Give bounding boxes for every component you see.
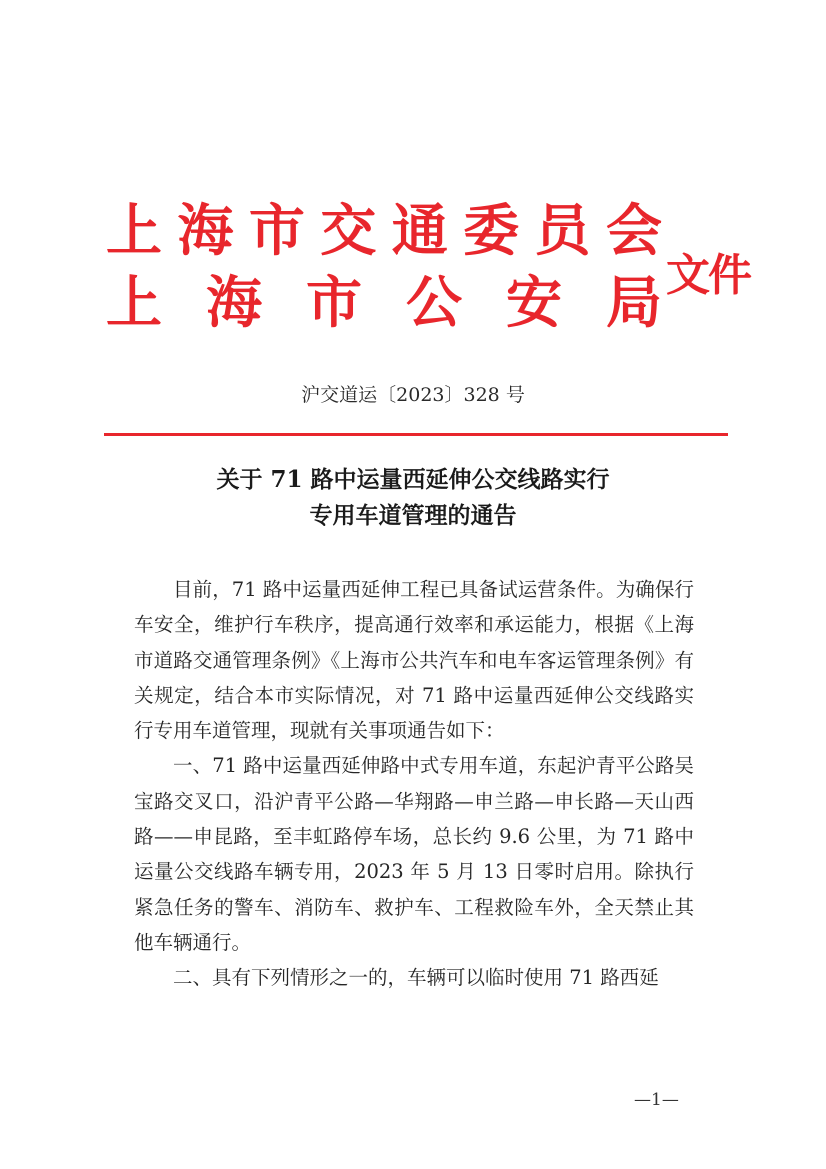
document-title [0, 462, 826, 534]
issuer-char: 海 [206, 271, 262, 336]
document-type-label: 文件 [666, 250, 750, 301]
issuer-char: 员 [534, 199, 591, 264]
issuer-char: 市 [248, 199, 305, 264]
page-number: —1— [634, 1090, 679, 1110]
issuer-char: 安 [506, 271, 562, 336]
issuing-agencies [104, 196, 664, 340]
title-line-2: 专用车道管理的通告 [309, 502, 517, 529]
issuer-public-security-bureau [104, 268, 664, 340]
body-paragraph: 一、71 路中运量西延伸路中式专用车道，东起沪青平公路吴宝路交叉口，沿沪青平公路—华翔路—申兰路—申长路—天山西路——申昆路，至丰虹路停车场，总长约 9.6 公里，为 71 路中运量公交线路车辆专用，2023 年 5 月 13 日零时启用。除执行紧急任务的警车、消防车、救护车、工程救险车外，全天禁止其他车辆通行。 [134, 754, 694, 954]
issuer-char: 公 [406, 271, 462, 336]
issuer-transport-commission [104, 196, 664, 268]
issuer-char: 上 [106, 199, 162, 264]
issuer-char: 委 [463, 199, 520, 264]
body-paragraph: 目前，71 路中运量西延伸工程已具备试运营条件。为确保行车安全，维护行车秩序，提高通行效率和承运能力，根据《上海市道路交通管理条例》《上海市公共汽车和电车客运管理条例》有关规定，结合本市实际情况，对 71 路中运量西延伸公交线路实行专用车道管理，现就有关事项通告如下： [134, 578, 694, 743]
body-paragraph: 二、具有下列情形之一的，车辆可以临时使用 71 路西延 [173, 966, 659, 990]
issuer-char: 局 [606, 271, 662, 336]
red-divider-line [104, 433, 728, 436]
issuer-char: 上 [106, 271, 162, 336]
issuer-char: 会 [605, 199, 662, 264]
issuer-char: 海 [177, 199, 234, 264]
issuer-char: 交 [320, 199, 377, 264]
issuer-char: 市 [306, 271, 362, 336]
document-body [134, 572, 694, 996]
issuer-char: 通 [391, 199, 448, 264]
document-number: 沪交道运〔2023〕328 号 [301, 384, 525, 406]
title-line-1: 关于 71 路中运量西延伸公交线路实行 [216, 466, 610, 493]
